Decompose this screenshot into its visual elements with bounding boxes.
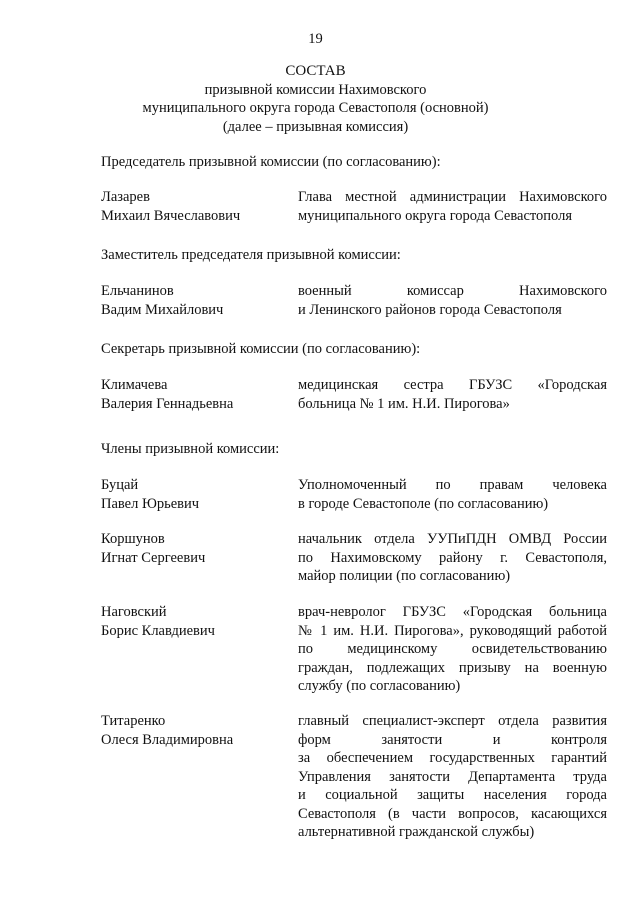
position-line: Уполномоченный по правам человека: [298, 477, 607, 493]
position-line: врач-невролог ГБУЗС «Городская больница: [298, 604, 607, 620]
position-line: в городе Севастополе (по согласованию): [298, 495, 549, 512]
position-line: майор полиции (по согласованию): [298, 568, 511, 584]
person-name: [101, 376, 281, 413]
document-heading: [0, 62, 631, 136]
person-name: [101, 603, 281, 640]
position-line: по медицинскому освидетельствованию: [298, 641, 607, 657]
surname: Лазарев: [101, 189, 150, 205]
position-line: службу (по согласованию): [298, 678, 461, 694]
surname: Климачева: [101, 377, 168, 393]
heading-line-3: (далее – призывная комиссия): [222, 118, 409, 135]
surname: Коршунов: [101, 531, 165, 547]
page-number: 19: [308, 31, 323, 47]
given-names: Олеся Владимировна: [101, 731, 234, 748]
position-line: форм занятости и контроля: [298, 731, 607, 748]
position-line: главный специалист-эксперт отдела развития: [298, 713, 607, 729]
surname: Ельчанинов: [101, 283, 174, 299]
section-members: Члены призывной комиссии:: [101, 441, 280, 457]
position-line: альтернативной гражданской службы): [298, 824, 535, 840]
person-name: [101, 712, 281, 749]
position-line: Глава местной администрации Нахимовского: [298, 189, 607, 205]
person-name: [101, 476, 281, 513]
person-position: [298, 712, 607, 842]
position-line: и Ленинского районов города Севастополя: [298, 301, 562, 318]
person-position: [298, 603, 607, 696]
surname: Титаренко: [101, 713, 166, 729]
section-deputy: Заместитель председателя призывной комиссии:: [101, 247, 401, 263]
given-names: Вадим Михайлович: [101, 301, 224, 318]
heading-title: СОСТАВ: [285, 63, 346, 79]
position-line: № 1 им. Н.И. Пирогова», руководящий работой: [298, 622, 607, 639]
given-names: Михаил Вячеславович: [101, 207, 241, 224]
position-line: граждан, подлежащих призыву на военную: [298, 659, 607, 676]
position-line: начальник отдела УУПиПДН ОМВД России: [298, 531, 607, 547]
person-name: [101, 188, 281, 225]
position-line: медицинская сестра ГБУЗС «Городская: [298, 377, 607, 393]
position-line: Управления занятости Департамента труда: [298, 768, 607, 785]
heading-line-1: призывной комиссии Нахимовского: [204, 81, 427, 98]
person-position: [298, 188, 607, 225]
surname: Буцай: [101, 477, 139, 493]
person-position: [298, 376, 607, 413]
heading-line-2: муниципального округа города Севастополя (основной): [142, 100, 489, 116]
person-position: [298, 530, 607, 586]
position-line: муниципального округа города Севастополя: [298, 207, 573, 224]
person-position: [298, 476, 607, 513]
given-names: Павел Юрьевич: [101, 495, 200, 512]
given-names: Борис Клавдиевич: [101, 622, 215, 639]
given-names: Валерия Геннадьевна: [101, 395, 234, 412]
section-chair: Председатель призывной комиссии (по согласованию):: [101, 154, 441, 170]
person-position: [298, 282, 607, 319]
position-line: по Нахимовскому району г. Севастополя,: [298, 549, 607, 566]
section-secretary: Секретарь призывной комиссии (по согласованию):: [101, 341, 421, 357]
surname: Наговский: [101, 604, 167, 620]
person-name: [101, 530, 281, 567]
position-line: больница № 1 им. Н.И. Пирогова»: [298, 395, 510, 412]
position-line: военный комиссар Нахимовского: [298, 283, 607, 299]
given-names: Игнат Сергеевич: [101, 549, 206, 566]
position-line: Севастополя (в части вопросов, касающихся: [298, 805, 607, 822]
position-line: и социальной защиты населения города: [298, 787, 607, 803]
person-name: [101, 282, 281, 319]
position-line: за обеспечением государственных гарантий: [298, 750, 607, 766]
